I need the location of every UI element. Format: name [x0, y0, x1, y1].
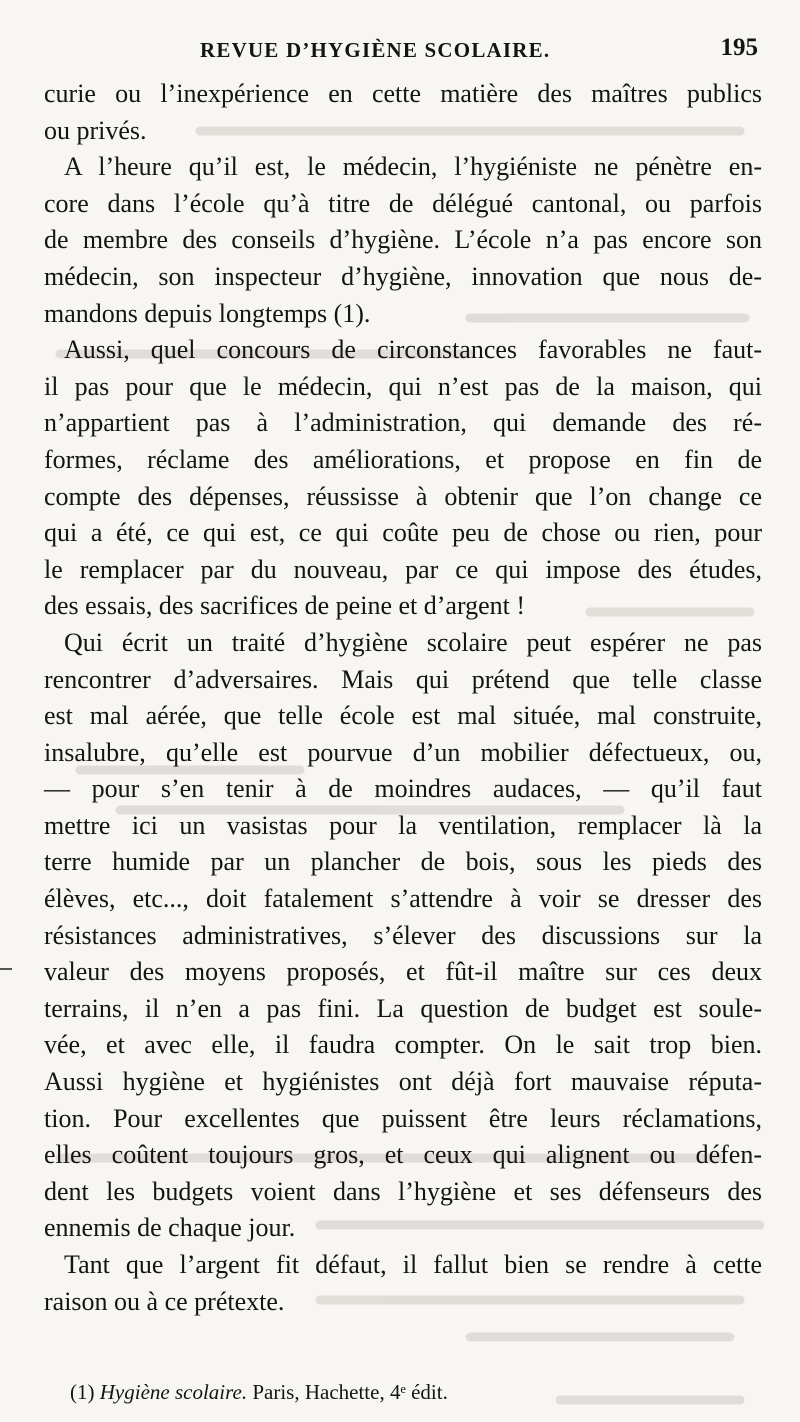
footnote-work-title: Hygiène scolaire. — [99, 1380, 248, 1404]
text-line: compte des dépenses, réussisse à obtenir que l’on change ce — [44, 481, 762, 511]
text-line: raison ou à ce prétexte. — [44, 1286, 285, 1316]
running-title: REVUE D’HYGIÈNE SCOLAIRE. — [200, 38, 551, 62]
text-line: ou privés. — [44, 115, 147, 145]
footnote — [70, 1380, 448, 1405]
text-line: elles coûtent toujours gros, et ceux qui alignent ou défen- — [44, 1140, 762, 1170]
footnote-publication: Paris, Hachette, 4ᵉ édit. — [252, 1380, 448, 1404]
text-line: Aussi hygiène et hygiénistes ont déjà fort mauvaise réputa- — [44, 1067, 762, 1097]
text-line: terrains, il n’en a pas fini. La question de budget est soule- — [44, 993, 762, 1023]
text-line: le remplacer par du nouveau, par ce qui impose des études, — [44, 554, 762, 584]
body-text — [44, 76, 762, 1320]
text-line: ennemis de chaque jour. — [44, 1213, 296, 1243]
text-line: core dans l’école qu’à titre de délégué cantonal, ou parfois — [44, 188, 762, 218]
footnote-marker: (1) — [70, 1380, 95, 1404]
text-line: rencontrer d’adversaires. Mais qui prétend que telle classe — [44, 664, 762, 694]
text-line: dent les budgets voient dans l’hygiène et ses défenseurs des — [44, 1176, 762, 1206]
page-number: 195 — [720, 34, 758, 61]
text-line: mandons depuis longtemps (1). — [44, 298, 371, 328]
text-line: terre humide par un plancher de bois, sous les pieds des — [44, 847, 762, 877]
text-line: A l’heure qu’il est, le médecin, l’hygiéniste ne pénètre en- — [64, 152, 762, 182]
text-line: curie ou l’inexpérience en cette matière des maîtres publics — [44, 79, 762, 108]
text-line: il pas pour que le médecin, qui n’est pas de la maison, qui — [44, 371, 762, 401]
text-line: est mal aérée, que telle école est mal située, mal construite, — [44, 701, 762, 731]
text-line: tion. Pour excellentes que puissent être leurs réclamations, — [44, 1103, 762, 1133]
text-line: mettre ici un vasistas pour la ventilation, remplacer là la — [44, 810, 762, 840]
text-line: élèves, etc..., doit fatalement s’attendre à voir se dresser des — [44, 884, 762, 914]
text-line: Qui écrit un traité d’hygiène scolaire peut espérer ne pas — [64, 627, 762, 657]
text-line: valeur des moyens proposés, et fût-il maître sur ces deux — [44, 957, 762, 987]
text-line: — pour s’en tenir à de moindres audaces, — qu’il faut — [44, 774, 762, 804]
text-line: vée, et avec elle, il faudra compter. On le sait trop bien. — [44, 1030, 762, 1060]
text-line: médecin, son inspecteur d’hygiène, innovation que nous de- — [44, 261, 762, 291]
text-line: qui a été, ce qui est, ce qui coûte peu de chose ou rien, pour — [44, 518, 762, 548]
margin-dash — [0, 968, 12, 970]
text-line: formes, réclame des améliorations, et propose en fin de — [44, 444, 762, 474]
text-line: n’appartient pas à l’administration, qui demande des ré- — [44, 408, 762, 438]
text-line: de membre des conseils d’hygiène. L’école n’a pas encore son — [44, 225, 762, 255]
text-line: Tant que l’argent fit défaut, il fallut bien se rendre à cette — [64, 1250, 762, 1279]
text-line: des essais, des sacrifices de peine et d’argent ! — [44, 591, 526, 621]
text-line: insalubre, qu’elle est pourvue d’un mobilier défectueux, ou, — [44, 737, 762, 767]
text-line: résistances administratives, s’élever des discussions sur la — [44, 920, 762, 950]
text-line: Aussi, quel concours de circonstances favorables ne faut- — [64, 335, 762, 365]
page-header — [0, 34, 800, 68]
